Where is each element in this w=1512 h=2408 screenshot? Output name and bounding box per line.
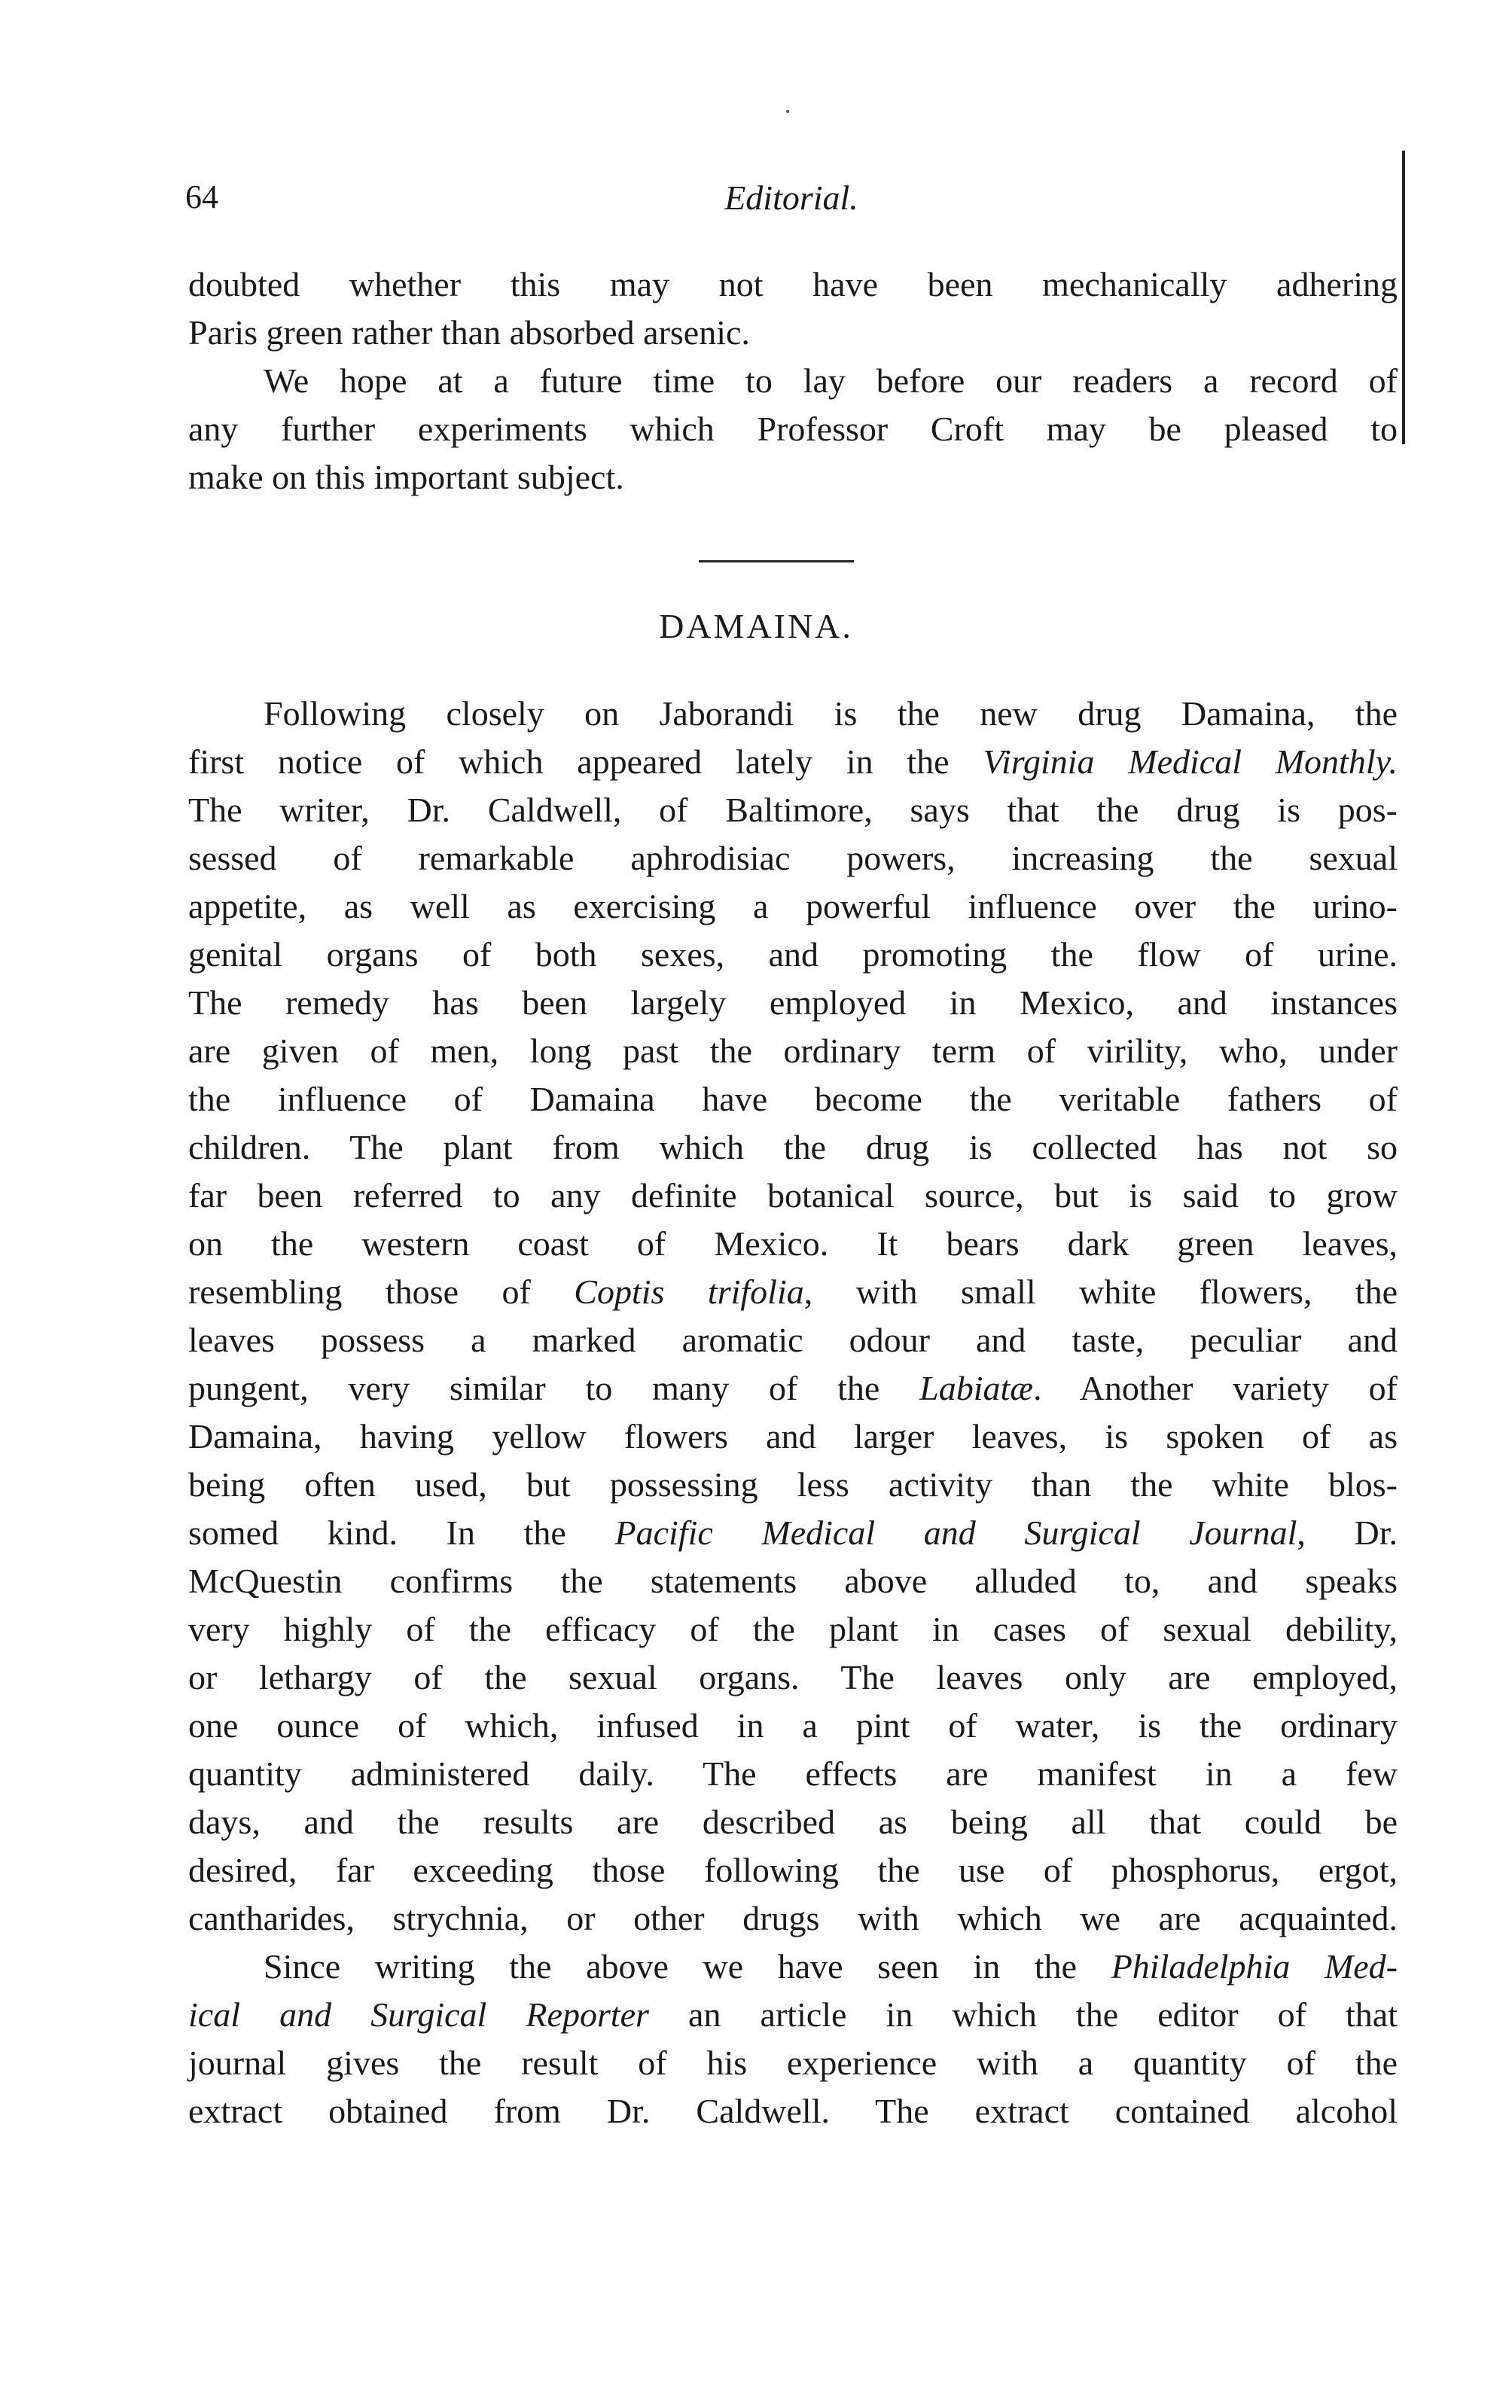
text-line: are given of men, long past the ordinary term of virility, who, under bbox=[188, 1032, 1398, 1070]
text-line: children. The plant from which the drug is collected has not so bbox=[188, 1128, 1398, 1166]
text-line: McQuestin confirms the statements above alluded to, and speaks bbox=[188, 1562, 1398, 1600]
page-number: 64 bbox=[185, 178, 218, 215]
text-line bbox=[188, 1991, 1398, 2039]
text-run: , Dr. bbox=[1297, 1513, 1398, 1552]
italic-run: ical and Surgical Reporter bbox=[188, 1995, 649, 2034]
text-line: one ounce of which, infused in a pint of water, is the ordinary bbox=[188, 1706, 1398, 1745]
text-line: The remedy has been largely employed in Mexico, and instances bbox=[188, 983, 1398, 1022]
text-line: sessed of remarkable aphrodisiac powers, increasing the sexual bbox=[188, 839, 1398, 877]
article-body bbox=[188, 690, 1398, 2135]
text-line: Paris green rather than absorbed arsenic. bbox=[188, 313, 750, 352]
text-line: far been referred to any definite botanical source, but is said to grow bbox=[188, 1176, 1398, 1215]
text-line: doubted whether this may not have been mechanically adhering bbox=[188, 265, 1398, 303]
text-line: We hope at a future time to lay before our readers a record of bbox=[264, 361, 1398, 400]
text-run: . Another variety of bbox=[1032, 1369, 1398, 1407]
italic-run: Virginia Medical Monthly. bbox=[983, 742, 1398, 781]
text-line: Following closely on Jaborandi is the new drug Damaina, the bbox=[264, 694, 1398, 733]
text-line: appetite, as well as exercising a powerful influence over the urino- bbox=[188, 887, 1398, 925]
scan-speck bbox=[786, 110, 789, 113]
text-line bbox=[188, 1943, 1398, 1991]
italic-run: Pacific Medical and Surgical Journal bbox=[614, 1513, 1297, 1552]
running-head bbox=[185, 178, 1398, 223]
text-run: , with small white flowers, the bbox=[803, 1273, 1398, 1311]
section-divider bbox=[699, 560, 854, 562]
previous-article-continuation bbox=[188, 261, 1398, 501]
text-line: Damaina, having yellow flowers and larger leaves, is spoken of as bbox=[188, 1417, 1398, 1455]
italic-run: Philadelphia Med- bbox=[1111, 1947, 1398, 1986]
text-line bbox=[188, 738, 1398, 786]
text-line: or lethargy of the sexual organs. The leaves only are employed, bbox=[188, 1658, 1398, 1696]
running-title: Editorial. bbox=[724, 178, 858, 217]
text-line bbox=[188, 1509, 1398, 1557]
text-line: the influence of Damaina have become the veritable fathers of bbox=[188, 1080, 1398, 1118]
italic-run: Coptis trifolia bbox=[574, 1273, 804, 1311]
text-run: Since writing the above we have seen in the bbox=[264, 1947, 1111, 1986]
text-line bbox=[188, 1364, 1398, 1413]
text-run: first notice of which appeared lately in the bbox=[188, 742, 983, 781]
text-line: any further experiments which Professor Croft may be pleased to bbox=[188, 410, 1398, 448]
text-line: on the western coast of Mexico. It bears dark green leaves, bbox=[188, 1224, 1398, 1263]
text-run: pungent, very similar to many of the bbox=[188, 1369, 920, 1407]
article-title: DAMAINA. bbox=[659, 607, 853, 645]
text-line: make on this important subject. bbox=[188, 458, 624, 496]
text-line: The writer, Dr. Caldwell, of Baltimore, says that the drug is pos- bbox=[188, 791, 1398, 829]
text-line: leaves possess a marked aromatic odour and taste, peculiar and bbox=[188, 1321, 1398, 1359]
text-line: desired, far exceeding those following the use of phosphorus, ergot, bbox=[188, 1851, 1398, 1889]
text-line: journal gives the result of his experience with a quantity of the bbox=[188, 2044, 1398, 2082]
text-line: quantity administered daily. The effects are manifest in a few bbox=[188, 1754, 1398, 1793]
text-run: an article in which the editor of that bbox=[648, 1995, 1398, 2034]
text-line: extract obtained from Dr. Caldwell. The extract contained alcohol bbox=[188, 2092, 1398, 2130]
scan-edge-line bbox=[1402, 151, 1405, 444]
italic-run: Labiatæ bbox=[919, 1369, 1033, 1407]
text-line: days, and the results are described as being all that could be bbox=[188, 1803, 1398, 1841]
text-line bbox=[188, 1268, 1398, 1316]
text-run: somed kind. In the bbox=[188, 1513, 615, 1552]
text-line: cantharides, strychnia, or other drugs with which we are acquainted. bbox=[188, 1899, 1398, 1937]
text-line: very highly of the efficacy of the plant in cases of sexual debility, bbox=[188, 1610, 1398, 1648]
text-line: being often used, but possessing less activity than the white blos- bbox=[188, 1465, 1398, 1504]
text-run: resembling those of bbox=[188, 1273, 575, 1311]
text-line: genital organs of both sexes, and promoting the flow of urine. bbox=[188, 935, 1398, 974]
